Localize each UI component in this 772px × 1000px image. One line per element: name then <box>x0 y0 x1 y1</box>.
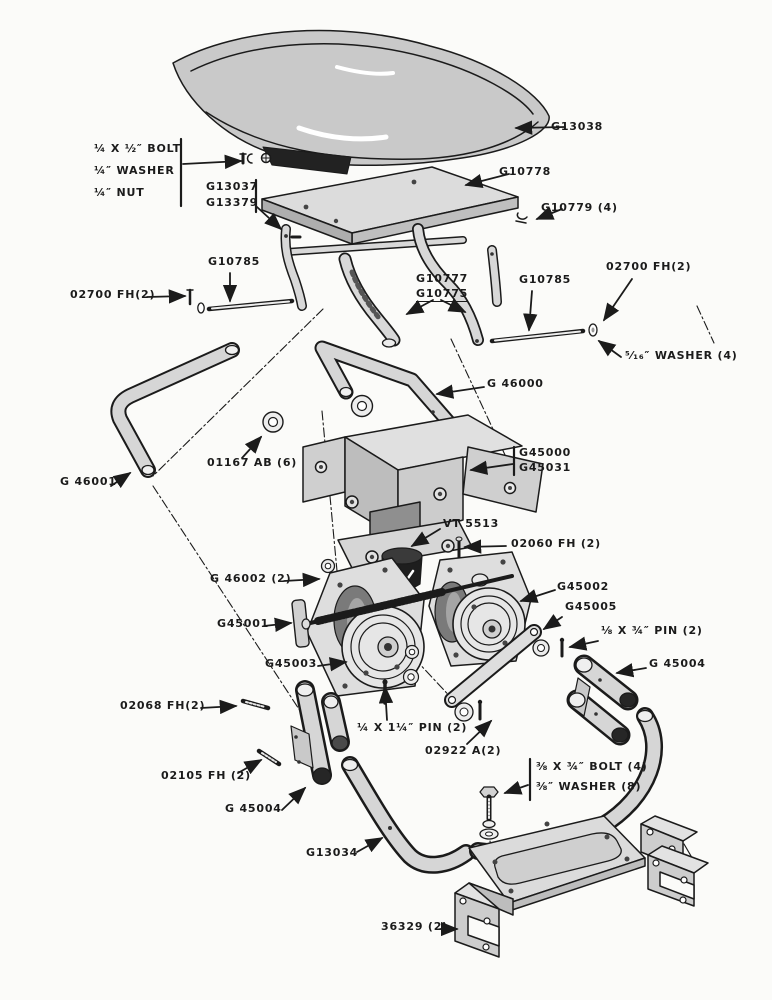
part-plate-bolt-hardware <box>480 787 498 839</box>
part-torsion-unit-left <box>307 558 424 696</box>
label-line: ¼″ NUT <box>94 186 145 199</box>
label-g45002: G45002 <box>557 580 610 593</box>
part-main-bracket <box>303 415 543 568</box>
label-g46000: G 46000 <box>487 377 544 390</box>
label-line: ⅜″ WASHER (8) <box>536 780 642 793</box>
label-02068-fh: 02068 FH(2) <box>120 699 206 712</box>
label-02105-fh: 02105 FH (2) <box>161 769 251 782</box>
label-g45001: G45001 <box>217 617 270 630</box>
label-g13037-g13379 <box>206 179 258 211</box>
part-seat-pan <box>173 31 549 174</box>
label-1-8-pin: ⅛ X ¾″ PIN (2) <box>601 624 703 637</box>
part-retainer-clip <box>516 213 527 223</box>
part-seat-bolt-hardware <box>240 154 271 164</box>
label-02060-fh: 02060 FH (2) <box>511 537 601 550</box>
label-g10777-g10775 <box>416 271 468 302</box>
label-g45004-right: G 45004 <box>649 657 706 670</box>
part-upper-support-tube <box>322 348 459 431</box>
label-1-4-pin: ¼ X 1¼″ PIN (2) <box>357 721 468 734</box>
label-36329: 36329 (2) <box>381 920 449 933</box>
label-g45005: G45005 <box>565 600 618 613</box>
label-02700-fh-right: 02700 FH(2) <box>606 260 692 273</box>
label-g46002: G 46002 (2) <box>210 572 292 585</box>
label-02922-a: 02922 A(2) <box>425 744 502 757</box>
label-line-underlined: G10775 <box>416 287 469 300</box>
label-g10785-left: G10785 <box>208 255 261 268</box>
part-seat-support-plate <box>262 167 518 244</box>
label-02700-fh-left: 02700 FH(2) <box>70 288 156 301</box>
label-g10779: G10779 (4) <box>541 201 618 214</box>
label-line: G45000 <box>519 446 572 459</box>
label-line: G13037 <box>206 180 259 193</box>
part-washers-01167 <box>263 396 373 433</box>
label-g45003: G45003 <box>265 657 318 670</box>
part-pins-02068-02105 <box>243 701 279 764</box>
label-01167-ab: 01167 AB (6) <box>207 456 298 469</box>
label-line: G45031 <box>519 461 572 474</box>
label-5-16-washer: ⁵⁄₁₆″ WASHER (4) <box>625 349 738 362</box>
label-g46001: G 46001 <box>60 475 117 488</box>
part-clamp-left <box>291 684 348 784</box>
label-line: ¼″ WASHER <box>94 164 175 177</box>
label-vt5513: VT 5513 <box>443 517 500 530</box>
label-line: G10777 <box>416 272 469 285</box>
label-g13038: G13038 <box>551 120 604 133</box>
label-g13034: G13034 <box>306 846 359 859</box>
label-line: ¼ X ½″ BOLT <box>94 142 181 155</box>
label-g45004-left: G 45004 <box>225 802 282 815</box>
label-line: G13379 <box>206 196 259 209</box>
label-line: ⅜ X ¾″ BOLT (4) <box>536 760 648 773</box>
label-bolt-washer-nut-callout <box>94 138 181 204</box>
label-g10785-right: G10785 <box>519 273 572 286</box>
label-g45000-g45031 <box>519 445 571 475</box>
label-g10778: G10778 <box>499 165 552 178</box>
label-3-8-bolt-washer-callout <box>536 757 648 797</box>
